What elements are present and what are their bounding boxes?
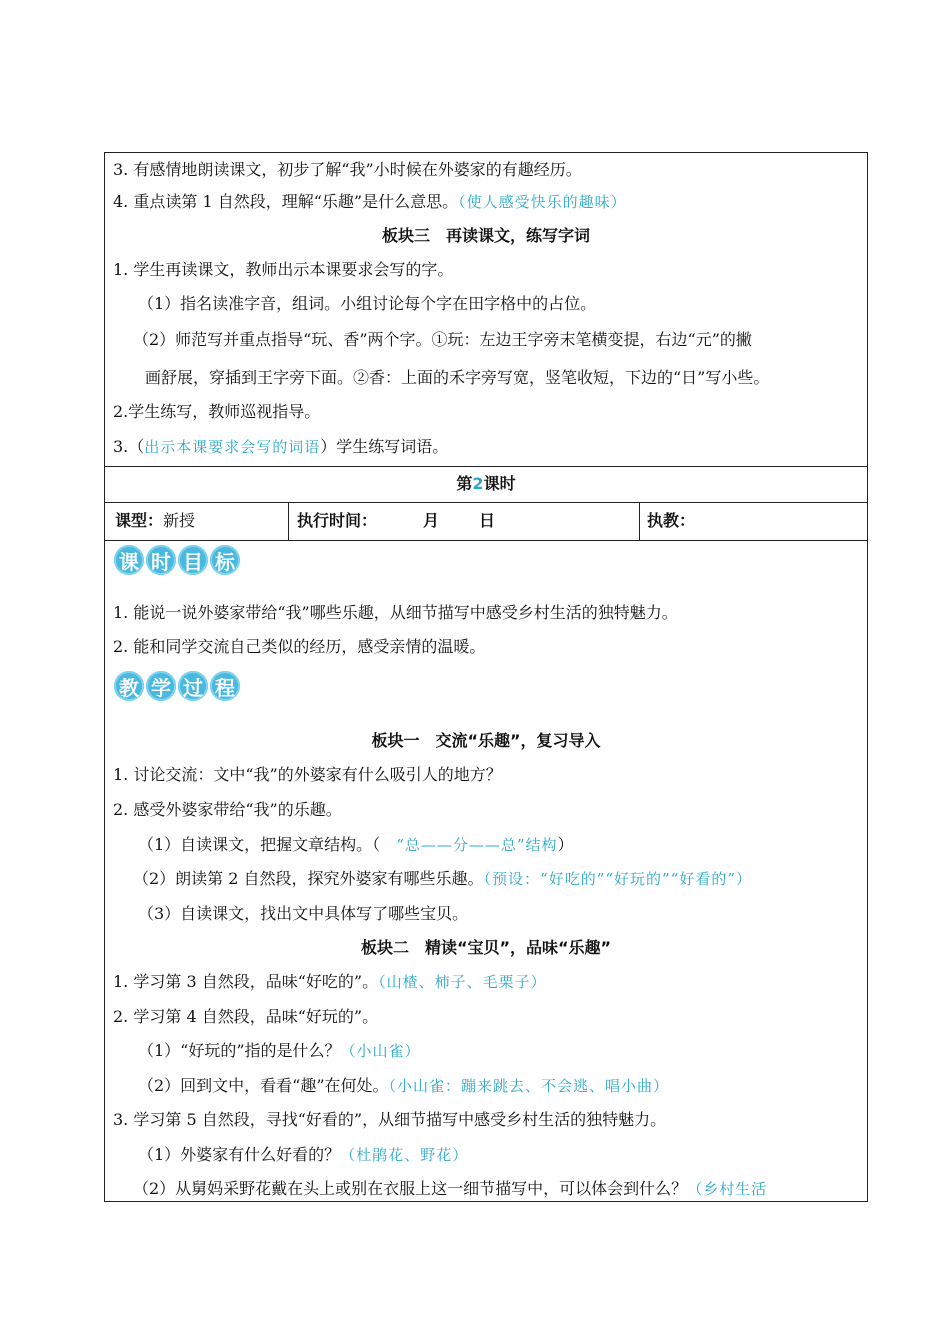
lesson-type: 课型：新授 bbox=[115, 511, 196, 530]
text-line: 3.（出示本课要求会写的词语）学生练写词语。 bbox=[113, 437, 449, 456]
lesson-heading: 第2课时 bbox=[456, 474, 516, 493]
text-line: 1. 学习第 3 自然段，品味“好吃的”。（山楂、柿子、毛栗子） bbox=[113, 972, 547, 991]
text-line: （1）自读课文，把握文章结构。（ “总——分——总”结构） bbox=[138, 835, 574, 854]
text-line: （2）回到文中，看看“趣”在何处。（小山雀：蹦来跳去、不会逃、唱小曲） bbox=[138, 1076, 670, 1095]
text-line: （2）师范写并重点指导“玩、香”两个字。①玩：左边王字旁末笔横变提，右边“元”的撇 bbox=[133, 330, 752, 349]
divider bbox=[105, 540, 867, 541]
text-line: （1）“好玩的”指的是什么？（小山雀） bbox=[138, 1041, 421, 1060]
goal-item: 1. 能说一说外婆家带给“我”哪些乐趣，从细节描写中感受乡村生活的独特魅力。 bbox=[113, 603, 678, 622]
text-line: 3. 学习第 5 自然段，寻找“好看的”，从细节描写中感受乡村生活的独特魅力。 bbox=[113, 1110, 667, 1129]
divider bbox=[639, 502, 640, 540]
text-line: 3. 有感情地朗读课文，初步了解“我”小时候在外婆家的有趣经历。 bbox=[113, 160, 582, 179]
text-line: 2.学生练写，教师巡视指导。 bbox=[113, 402, 321, 421]
text-line: 1. 学生再读课文，教师出示本课要求会写的字。 bbox=[113, 260, 454, 279]
text-line: 2. 感受外婆家带给“我”的乐趣。 bbox=[113, 800, 342, 819]
section-heading: 板块三 再读课文，练写字词 bbox=[381, 226, 590, 245]
lesson-goals-badge: 课 时 目 标 bbox=[114, 545, 240, 575]
text-line: 画舒展，穿插到王字旁下面。②香：上面的禾字旁写宽，竖笔收短，下边的“日”写小些。 bbox=[145, 368, 770, 387]
text-line: （3）自读课文，找出文中具体写了哪些宝贝。 bbox=[138, 904, 469, 923]
text-line: （1）外婆家有什么好看的？（杜鹃花、野花） bbox=[138, 1145, 469, 1164]
section-heading: 板块二 精读“宝贝”，品味“乐趣” bbox=[360, 938, 612, 957]
text-line: （2）朗读第 2 自然段，探究外婆家有哪些乐趣。（预设：“好吃的”“好玩的”“好看的”） bbox=[133, 869, 753, 888]
text-line: 2. 学习第 4 自然段，品味“好玩的”。 bbox=[113, 1007, 379, 1026]
goal-item: 2. 能和同学交流自己类似的经历，感受亲情的温暖。 bbox=[113, 637, 486, 656]
lesson-plan-table bbox=[104, 152, 868, 1202]
text-line: （1）指名读准字音，组词。小组讨论每个字在田字格中的占位。 bbox=[138, 294, 597, 313]
execution-time: 执行时间： 月 日 bbox=[297, 511, 496, 530]
text-line: （2）从舅妈采野花戴在头上或别在衣服上这一细节描写中，可以体会到什么？（乡村生活 bbox=[133, 1179, 768, 1198]
divider bbox=[288, 502, 289, 540]
section-heading: 板块一 交流“乐趣”，复习导入 bbox=[371, 731, 601, 750]
text-line: 4. 重点读第 1 自然段，理解“乐趣”是什么意思。（使人感受快乐的趣味） bbox=[113, 192, 627, 211]
text-line: 1. 讨论交流：文中“我”的外婆家有什么吸引人的地方？ bbox=[113, 765, 502, 784]
teaching-process-badge: 教 学 过 程 bbox=[114, 671, 240, 701]
teacher-field: 执教： bbox=[647, 511, 696, 530]
